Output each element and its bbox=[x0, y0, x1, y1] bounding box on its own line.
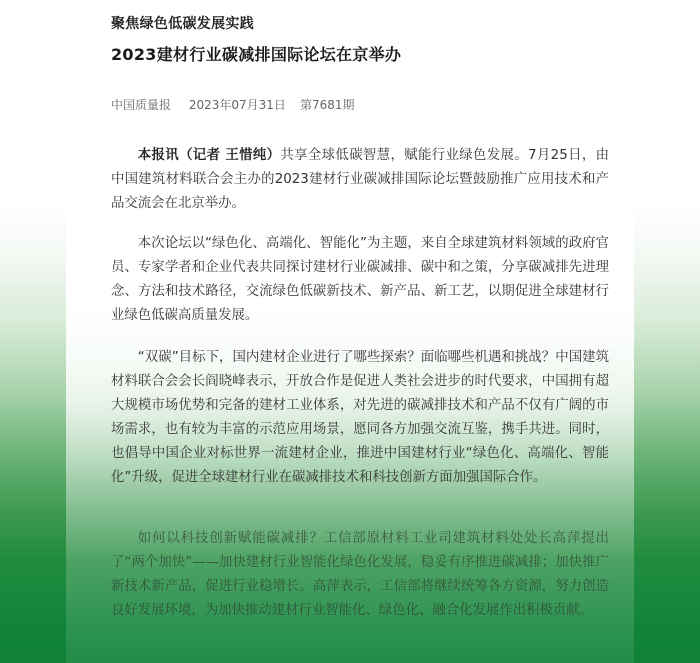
paragraph-3 bbox=[111, 346, 609, 490]
paragraph-1-lead: 本报讯（记者 王惜纯） bbox=[137, 148, 281, 163]
article-panel bbox=[66, 0, 634, 663]
paragraph-1-text: 共享全球低碳智慧，赋能行业绿色发展。7月25日，由中国建筑材料联合会主办的2023建材行业碳减排国际论坛暨鼓励推广应用技术和产品交流会在北京举办。 bbox=[111, 148, 609, 211]
meta-issue: 第7681期 bbox=[299, 98, 355, 112]
paragraph-3-text: “双碳”目标下，国内建材企业进行了哪些探索？面临哪些机遇和挑战？中国建筑材料联合会会长阎晓峰表示，开放合作是促进人类社会进步的时代要求，中国拥有超大规模市场优势和完备的建材工业体系，对先进的碳减排技术和产品不仅有广阔的市场需求，也有较为丰富的示范应用场景，愿同各方加强交流互鉴，携手共进。同时，也倡导中国企业对标世界一流建材企业，推进中国建材行业“绿色化、高端化、智能化”升级，促进全球建材行业在碳减排技术和科技创新方面加强国际合作。 bbox=[111, 350, 609, 485]
meta-date: 2023年07月31日 bbox=[188, 98, 286, 112]
paragraph-2-text: 本次论坛以“绿色化、高端化、智能化”为主题，来自全球建筑材料领域的政府官员、专家学者和企业代表共同探讨建材行业碳减排、碳中和之策，分享碳减排先进理念、方法和技术路径，交流绿色低碳新技术、新产品、新工艺，以期促进全球建材行业绿色低碳高质量发展。 bbox=[111, 236, 609, 323]
paragraph-4 bbox=[111, 527, 609, 623]
article-meta bbox=[111, 96, 354, 113]
paragraph-1 bbox=[111, 144, 609, 216]
article-title: 2023建材行业碳减排国际论坛在京举办 bbox=[111, 45, 402, 64]
paragraph-4-text: 如何以科技创新赋能碳减排？工信部原材料工业司建筑材料处处长高萍提出了“两个加快”——加快建材行业智能化绿色化发展，稳妥有序推进碳减排；加快推广新技术新产品，促进行业稳增长。高萍表示，工信部将继续统筹各方资源，努力创造良好发展环境，为加快推动建材行业智能化、绿色化、融合化发展作出积极贡献。 bbox=[111, 531, 609, 618]
meta-source: 中国质量报 bbox=[111, 98, 172, 112]
paragraph-2 bbox=[111, 232, 609, 328]
column-label: 聚焦绿色低碳发展实践 bbox=[111, 16, 254, 32]
